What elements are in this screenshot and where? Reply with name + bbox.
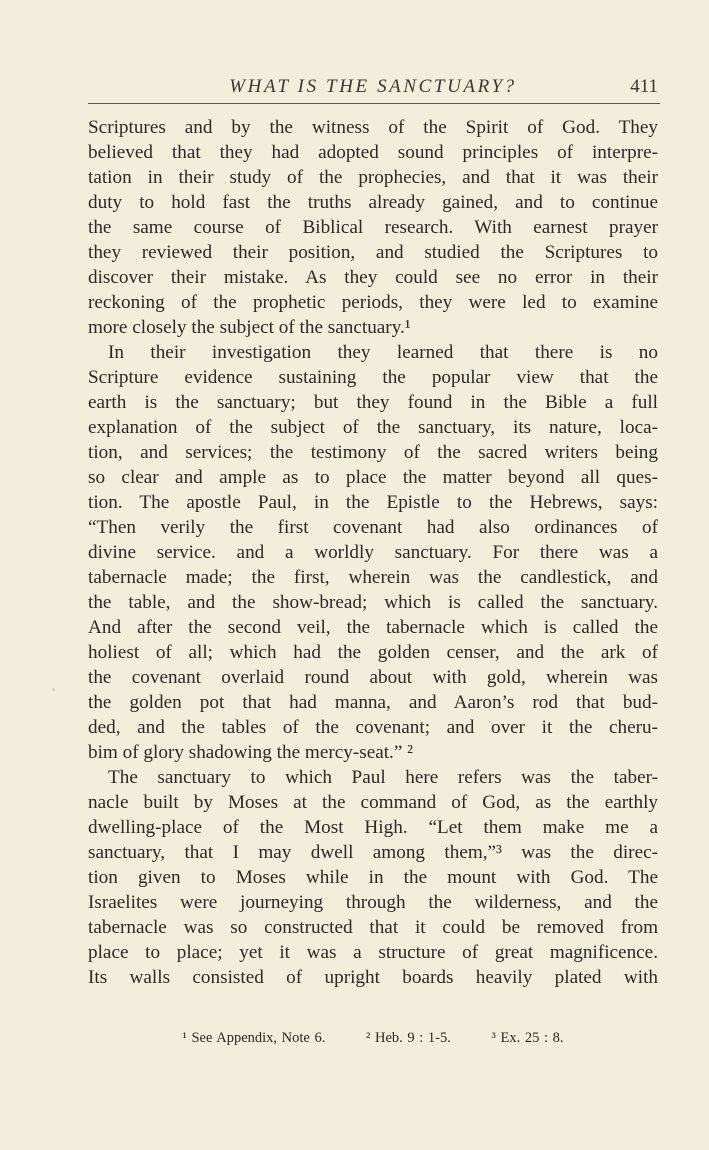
text-line: dwelling-place of the Most High. “Let them make me a (88, 817, 658, 838)
paragraph (88, 765, 658, 990)
text-line: And after the second veil, the tabernacle which is called the (88, 617, 658, 638)
text-line: tion. The apostle Paul, in the Epistle to the Hebrews, says: (88, 492, 658, 513)
text-line: tabernacle was so constructed that it could be removed from (88, 917, 658, 938)
text-line: they reviewed their position, and studied the Scriptures to (88, 242, 658, 263)
running-title: WHAT IS THE SANCTUARY? (229, 76, 517, 97)
footnote-1: ¹ See Appendix, Note 6. (182, 1030, 326, 1046)
paragraph (88, 340, 658, 765)
text-line: believed that they had adopted sound principles of interpre- (88, 142, 658, 163)
text-line: The sanctuary to which Paul here refers was the taber- (108, 767, 658, 788)
text-line: the golden pot that had manna, and Aaron’s rod that bud- (88, 692, 658, 713)
text-line: the same course of Biblical research. With earnest prayer (88, 217, 658, 238)
text-line: “Then verily the first covenant had also ordinances of (88, 517, 658, 538)
text-line: discover their mistake. As they could see no error in their (88, 267, 658, 288)
text-line: sanctuary, that I may dwell among them,”³ was the direc- (88, 842, 658, 863)
text-line: Scripture evidence sustaining the popular view that the (88, 367, 658, 388)
text-line: the covenant overlaid round about with gold, wherein was (88, 667, 658, 688)
text-line: the table, and the show-bread; which is called the sanctuary. (88, 592, 658, 613)
text-line: tation in their study of the prophecies, and that it was their (88, 167, 658, 188)
footnotes (88, 1030, 658, 1047)
text-line: bim of glory shadowing the mercy-seat.” ² (88, 742, 413, 763)
body-text (88, 115, 658, 990)
text-line: ded, and the tables of the covenant; and over it the cheru- (88, 717, 658, 738)
footnote-2: ² Heb. 9 : 1-5. (366, 1030, 451, 1046)
page-number: 411 (630, 76, 658, 97)
text-line: place to place; yet it was a structure of great magnificence. (88, 942, 658, 963)
text-line: nacle built by Moses at the command of God, as the earthly (88, 792, 658, 813)
text-line: Israelites were journeying through the wilderness, and the (88, 892, 658, 913)
paper-speck (52, 688, 55, 691)
paragraph (88, 115, 658, 340)
text-line: tion given to Moses while in the mount with God. The (88, 867, 658, 888)
text-line: tion, and services; the testimony of the sacred writers being (88, 442, 658, 463)
text-line: Its walls consisted of upright boards heavily plated with (88, 967, 658, 988)
text-line: more closely the subject of the sanctuary.¹ (88, 317, 411, 338)
text-line: In their investigation they learned that there is no (108, 342, 658, 363)
text-line: duty to hold fast the truths already gained, and to continue (88, 192, 658, 213)
text-line: tabernacle made; the first, wherein was the candlestick, and (88, 567, 658, 588)
footnote-3: ³ Ex. 25 : 8. (491, 1030, 564, 1046)
header-rule (88, 103, 660, 104)
text-line: divine service. and a worldly sanctuary. For there was a (88, 542, 658, 563)
text-line: holiest of all; which had the golden censer, and the ark of (88, 642, 658, 663)
text-line: Scriptures and by the witness of the Spirit of God. They (88, 117, 658, 138)
text-line: reckoning of the prophetic periods, they were led to examine (88, 292, 658, 313)
text-line: explanation of the subject of the sanctuary, its nature, loca- (88, 417, 658, 438)
text-line: so clear and ample as to place the matter beyond all ques- (88, 467, 658, 488)
running-head (88, 70, 658, 100)
text-line: earth is the sanctuary; but they found in the Bible a full (88, 392, 658, 413)
